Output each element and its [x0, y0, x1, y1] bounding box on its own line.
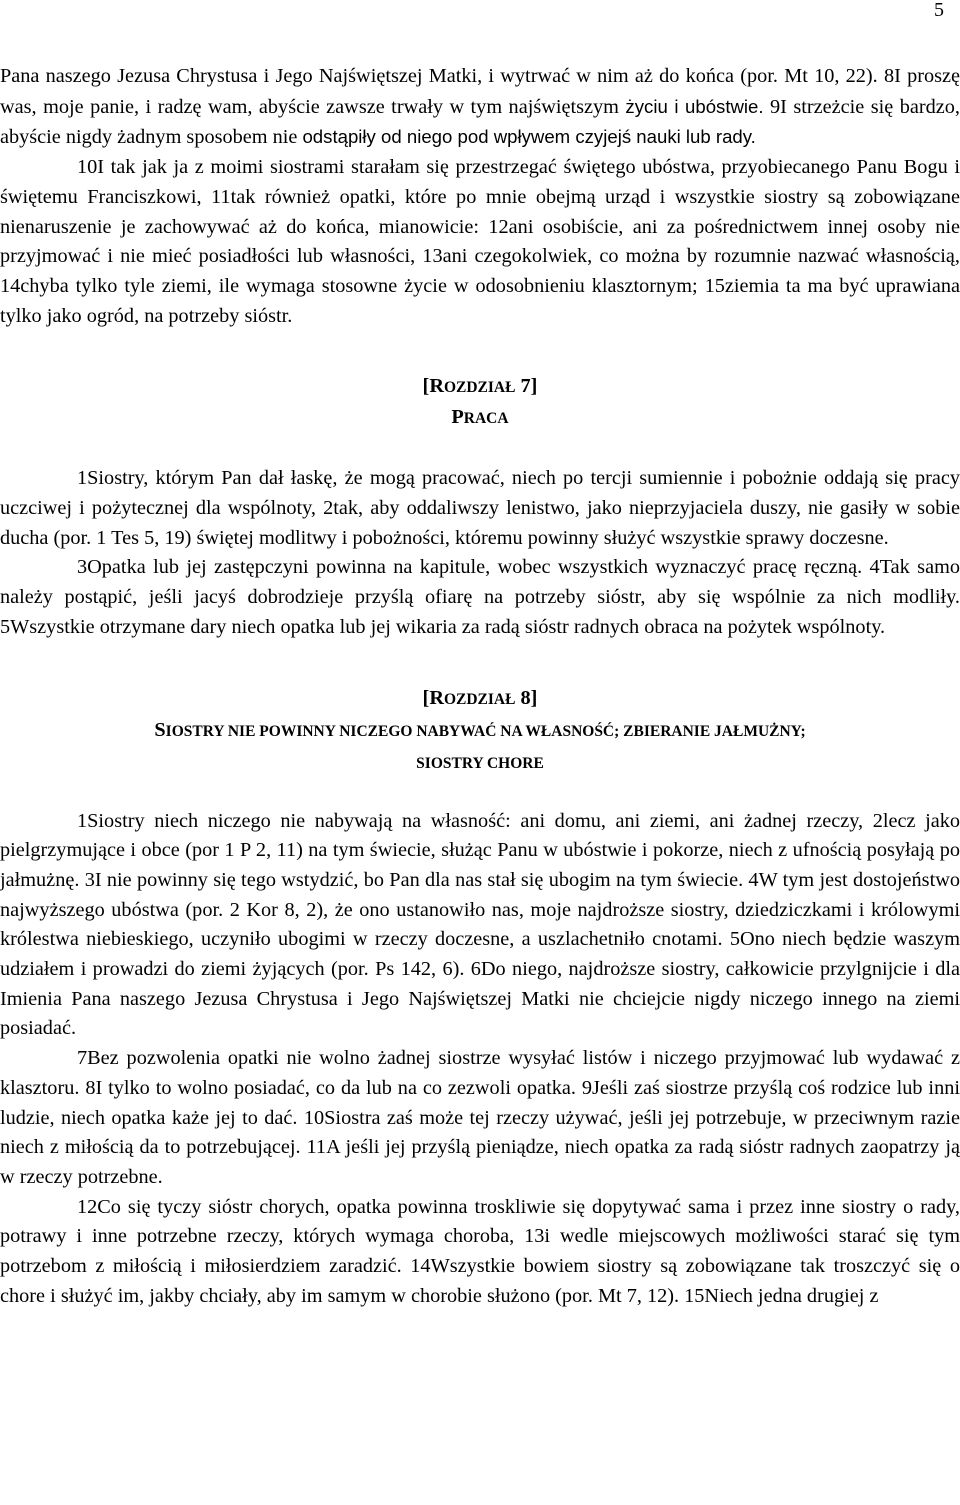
- chapter-heading: [0, 683, 960, 715]
- bracket: [: [422, 375, 430, 398]
- heading-initial: R: [429, 686, 444, 709]
- paragraph: 7Bez pozwolenia opatki nie wolno żadnej siostrze wysyłać listów i niczego przyjmować lub wydawać z klasztoru. 8I tylko to wolno posiadać, co da lub na co zezwoli opatka. 9Jeśli zaś siostrze przyślą coś rodzice lub inni ludzie, niech opatka każe jej to dać. 10Siostra zaś może tej rzeczy używać, jeśli jej potrzebuje, w przeciwnym razie niech z miłością da to potrzebującej. 11A jeśli jej przyślą pieniądze, niech opatka za radą sióstr radnych zaopatrzy ją w rzeczy potrzebne.: [0, 1047, 960, 1188]
- heading-smallcaps: OZDZIAŁ: [443, 690, 516, 708]
- bracket: [: [422, 686, 430, 709]
- text-run-sans: odstąpiły od niego pod wpływem czyjejś nauki lub rady.: [302, 126, 756, 148]
- chapter-title-line2: [0, 747, 960, 779]
- chapter-heading: [0, 371, 960, 403]
- paragraph: 1Siostry niech niczego nie nabywają na własność: ani domu, ani ziemi, ani żadnej rzeczy, 2lecz jako pielgrzymujące i obce (por 1 P 2, 11) na tym świecie, służąc Panu w ubóstwie i pokorze, niech z ufnością posyłają po jałmużnę. 3I nie powinny się tego wstydzić, bo Pan dla nas stał się ubogim na tym świecie. 4W tym jest dostojeństwo najwyższego ubóstwa (por. 2 Kor 8, 2), że ono ustanowiło nas, moje najdroższe siostry, dziedziczkami i królowymi królestwa niebieskiego, uczyniło ubogimi w rzeczy doczesne, a uszlachetniło cnotami. 5Ono niech będzie waszym udziałem i prowadzi do ziemi żyjących (por. Ps 142, 6). 6Do niego, najdroższe siostry, całkowicie przylgnijcie i dla Imienia Pana naszego Jezusa Chrystusa i Jego Najświętszej Matki nie chciejcie nigdy niczego innego na ziemi posiadać.: [0, 809, 960, 1040]
- text-run: 9I strzeżcie się bardzo, abyście nigdy żadnym sposobem nie: [0, 95, 960, 149]
- paragraph-continues: 12Co się tyczy sióstr chorych, opatka powinna troskliwie się dopytywać sama i przez inne siostry o rady, potrawy i inne potrzebne rzeczy, których wymaga choroba, 13i wedle miejscowych możliwości starać się tym potrzebom z miłością i miłosierdziem zaradzić. 14Wszystkie bowiem siostry są zobowiązane tak troszczyć się o chore i służyć im, jakby chciały, aby im samym w chorobie służono (por. Mt 7, 12). 15Niech jedna drugiej z: [0, 1195, 960, 1307]
- page-number: 5: [934, 0, 944, 21]
- text-run: Pana naszego Jezusa Chrystusa i Jego Najświętszej Matki, i wytrwać w nim aż do końca (por. Mt 10, 22). 8I proszę was, moje panie, i radzę wam, abyście zawsze trwały w tym najświętszym: [0, 65, 960, 118]
- heading-smallcaps: OZDZIAŁ: [443, 379, 516, 397]
- title-smallcaps: RACA: [463, 410, 509, 428]
- title-initial: P: [451, 406, 464, 429]
- chapter-number: 7]: [515, 375, 538, 398]
- paragraph: 10I tak jak ja z moimi siostrami starałam się przestrzegać świętego ubóstwa, przyobiecanego Panu Bogu i świętemu Franciszkowi, 11tak również opatki, które po mnie obejmą urząd i wszystkie siostry są zobowiązane nienaruszenie je zachowywać aż do końca, mianowicie: 12ani osobiście, ani za pośrednictwem innej osoby nie przyjmować i nie mieć posiadłości lub własności, 13ani czegokolwiek, co można by rozumnie nazwać własnością, 14chyba tylko tyle ziemi, ile wymaga stosowne życie w odosobnieniu klasztornym; 15ziemia ta ma być uprawiana tylko jako ogród, na potrzeby sióstr.: [0, 156, 960, 327]
- heading-initial: R: [429, 375, 444, 398]
- paragraph: 1Siostry, którym Pan dał łaskę, że mogą pracować, niech po tercji sumiennie i pobożnie oddają się pracy uczciwej i pożytecznej dla wspólnoty, 2tak, aby oddaliwszy lenistwo, jako nieprzyjaciela duszy, nie gasiły w sobie ducha (por. 1 Tes 5, 19) świętej modlitwy i pobożności, któremu powinny służyć wszystkie sprawy doczesne.: [0, 467, 960, 549]
- paragraph-continued: [0, 62, 960, 153]
- page-body: [0, 62, 960, 1312]
- title-smallcaps: IOSTRY NIE POWINNY NICZEGO NABYWAĆ NA WŁASNOŚĆ; ZBIERANIE JAŁMUŻNY;: [165, 722, 806, 740]
- title-initial: S: [154, 718, 166, 741]
- paragraph: 3Opatka lub jej zastępczyni powinna na kapitule, wobec wszystkich wyznaczyć pracę ręczną. 4Tak samo należy postąpić, jeśli jacyś dobrodzieje przyślą ofiarę na potrzeby sióstr, aby się wspólnie za nich modliły. 5Wszystkie otrzymane dary niech opatka lub jej wikaria za radą sióstr radnych obraca na pożytek wspólnoty.: [0, 556, 960, 638]
- chapter-title: [0, 715, 960, 747]
- chapter-title: [0, 402, 960, 434]
- chapter-number: 8]: [515, 686, 538, 709]
- text-run-sans: życiu i ubóstwie.: [625, 95, 764, 117]
- title-smallcaps: SIOSTRY CHORE: [416, 754, 544, 772]
